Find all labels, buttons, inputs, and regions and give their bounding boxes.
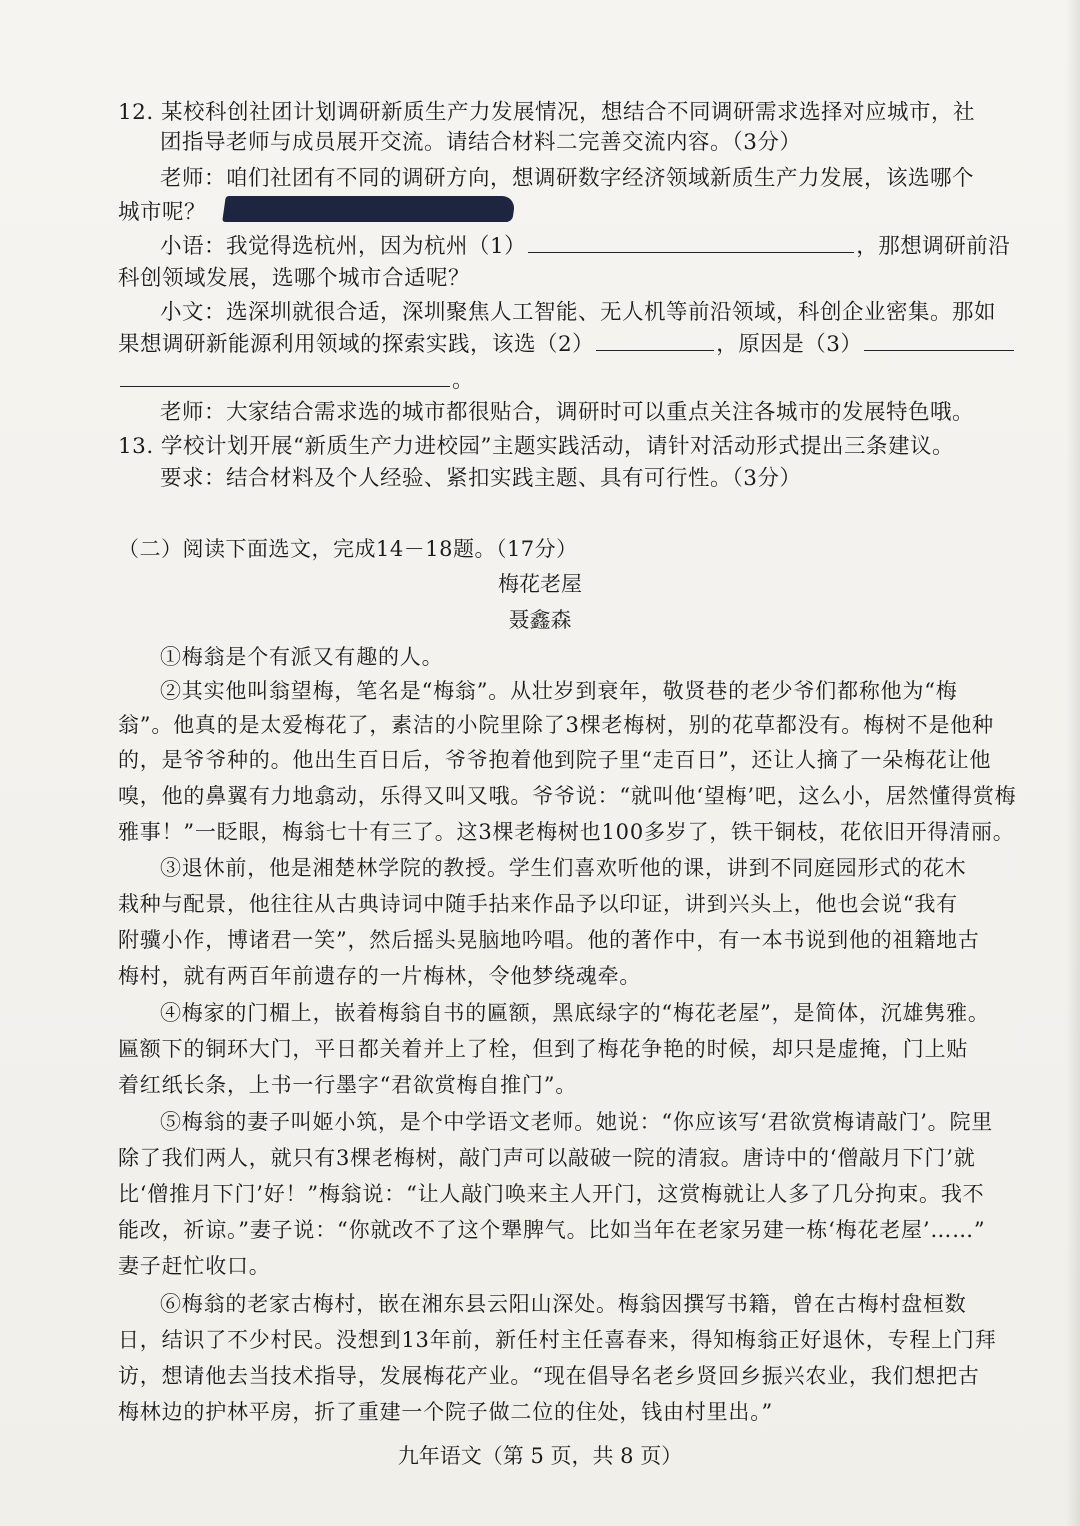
q12-xiaoyu-line2: 科创领域发展，选哪个城市合适呢？ (118, 266, 471, 291)
q13-prompt-line1: 13. 学校计划开展“新质生产力进校园”主题实践活动，请针对活动形式提出三条建议。 (118, 434, 955, 459)
paragraph-5-line: 妻子赶忙收口。 (118, 1254, 271, 1278)
q12-xiaowen-end: 。 (452, 368, 475, 393)
paragraph-3-line: ③退休前，他是湘楚林学院的教授。学生们喜欢听他的课，讲到不同庭园形式的花木 (160, 856, 967, 880)
q12-xiaowen-text-b: ，原因是（3） (716, 332, 863, 357)
paragraph-6-line: 访，想请他去当技术指导，发展梅花产业。“现在倡导名老乡贤回乡振兴农业，我们想把古 (118, 1364, 980, 1388)
q12-teacher-final: 老师：大家结合需求选的城市都很贴合，调研时可以重点关注各城市的发展特色哦。 (160, 400, 975, 425)
story-title: 梅花老屋 (498, 572, 582, 596)
paragraph-5-line: 比‘僧推月下门’好！”梅翁说：“让人敲门唤来主人开门，这赏梅就让人多了几分拘束。我不 (118, 1182, 985, 1206)
paragraph-5-line: 除了我们两人，就只有3棵老梅树，敲门声可以敲破一院的清寂。唐诗中的‘僧敲月下门’就 (118, 1146, 976, 1170)
answer-blank-3-continued[interactable] (120, 366, 450, 387)
paragraph-2-line: ②其实他叫翁望梅，笔名是“梅翁”。从壮岁到衰年，敬贤巷的老少爷们都称他为“梅 (160, 679, 958, 703)
q12-teacher-line2: 城市呢？ (118, 200, 207, 225)
paragraph-4-line: 匾额下的铜环大门，平日都关着并上了栓，但到了梅花争艳的时候，却只是虚掩，门上贴 (118, 1037, 969, 1061)
paragraph-6-line: 梅林边的护林平房，折了重建一个院子做二位的住处，钱由村里出。” (118, 1400, 774, 1424)
paragraph-2-line: 雅事！”一眨眼，梅翁七十有三了。这3棵老梅树也100多岁了，铁干铜枝，花依旧开得清丽。 (118, 820, 1015, 844)
q12-xiaowen-line1: 小文：选深圳就很合适，深圳聚焦人工智能、无人机等前沿领域，科创企业密集。那如 (160, 300, 997, 325)
q12-xiaoyu-line1 (160, 232, 1010, 262)
paragraph-5-line: ⑤梅翁的妻子叫姬小筑，是个中学语文老师。她说：“你应该写‘君欲赏梅请敲门’。院里 (160, 1110, 994, 1134)
paragraph-6-line: 日，结识了不少村民。没想到13年前，新任村主任喜春来，得知梅翁正好退休，专程上门拜 (118, 1328, 997, 1352)
paragraph-5-line: 能改，祈谅。”妻子说：“你就改不了这个犟脾气。比如当年在老家另建一栋‘梅花老屋’……” (118, 1218, 986, 1242)
q12-xiaowen-line3 (118, 366, 474, 396)
q12-teacher-line1: 老师：咱们社团有不同的调研方向，想调研数字经济领域新质生产力发展，该选哪个 (160, 166, 975, 191)
page-edge-shadow (1066, 0, 1080, 1526)
q12-prompt-line1: 12. 某校科创社团计划调研新质生产力发展情况，想结合不同调研需求选择对应城市，社 (118, 100, 976, 125)
paragraph-4-line: 着红纸长条，上书一行墨字“君欲赏梅自推门”。 (118, 1073, 578, 1097)
redaction-mark (222, 196, 516, 222)
q12-prompt-line2: 团指导老师与成员展开交流。请结合材料二完善交流内容。（3分） (160, 130, 802, 155)
paragraph-2-line: 嗅，他的鼻翼有力地翕动，乐得又叫又哦。爷爷说：“就叫他‘望梅’吧，这么小，居然懂得赏梅 (118, 784, 1017, 808)
section-heading: （二）阅读下面选文，完成14－18题。（17分） (118, 537, 578, 561)
q13-requirements: 要求：结合材料及个人经验、紧扣实践主题、具有可行性。（3分） (160, 466, 802, 491)
paragraph-3-line: 栽种与配景，他往往从古典诗词中随手拈来作品予以印证，讲到兴头上，他也会说“我有 (118, 892, 958, 916)
q12-xiaoyu-text-a: 小语：我觉得选杭州，因为杭州（1） (160, 234, 527, 259)
q12-xiaowen-text-a: 果想调研新能源利用领域的探索实践，该选（2） (118, 332, 595, 357)
paragraph-3-line: 梅村，就有两百年前遗存的一片梅林，令他梦绕魂牵。 (118, 964, 642, 988)
paragraph-1: ①梅翁是个有派又有趣的人。 (160, 645, 444, 669)
answer-blank-2[interactable] (596, 330, 714, 351)
paragraph-2-line: 翁”。他真的是太爱梅花了，素洁的小院里除了3棵老梅树，别的花草都没有。梅树不是他种 (118, 713, 994, 737)
story-author: 聂鑫森 (508, 608, 572, 632)
q12-xiaowen-line2 (118, 330, 1016, 360)
answer-blank-3[interactable] (864, 330, 1014, 351)
paragraph-6-line: ⑥梅翁的老家古梅村，嵌在湘东县云阳山深处。梅翁因撰写书籍，曾在古梅村盘桓数 (160, 1292, 967, 1316)
answer-blank-1[interactable] (528, 232, 854, 253)
paragraph-4-line: ④梅家的门楣上，嵌着梅翁自书的匾额，黑底绿字的“梅花老屋”，是简体，沉雄隽雅。 (160, 1001, 990, 1025)
paragraph-2-line: 的，是爷爷种的。他出生百日后，爷爷抱着他到院子里“走百日”，还让人摘了一朵梅花让他 (118, 748, 992, 772)
paragraph-3-line: 附骥小作，博诸君一笑”，然后摇头晃脑地吟唱。他的著作中，有一本书说到他的祖籍地古 (118, 928, 980, 952)
page-footer: 九年语文（第 5 页，共 8 页） (397, 1444, 683, 1468)
q12-xiaoyu-text-b: ，那想调研前沿 (856, 234, 1011, 259)
